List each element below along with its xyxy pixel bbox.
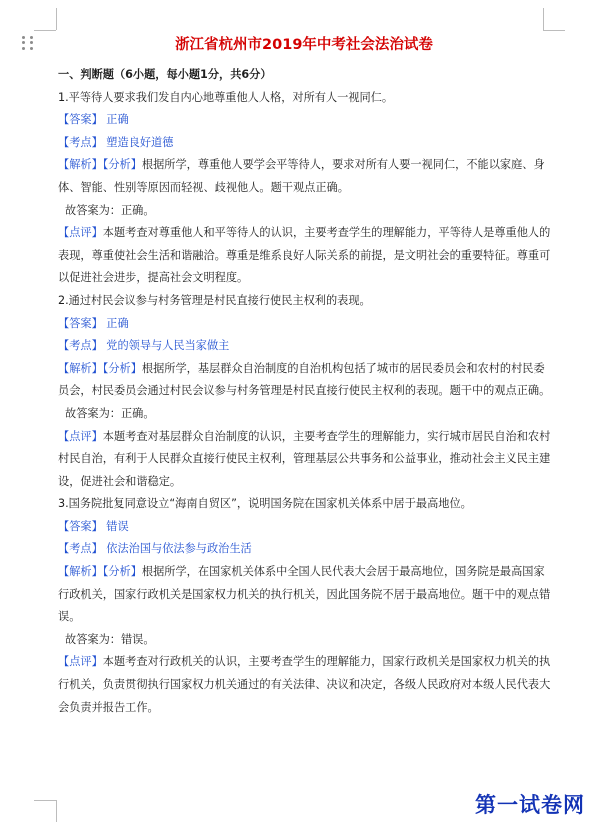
document-body <box>58 34 550 719</box>
question-1-conclusion: 故答案为：正确。 <box>65 203 155 217</box>
question-3-analysis-line: 行政机关，国家行政机关是国家权力机关的执行机关，因此国务院不居于最高地位。题干中的观点错 <box>58 587 550 601</box>
question-1-stem: 1.平等待人要求我们发自内心地尊重他人人格，对所有人一视同仁。 <box>58 90 394 104</box>
question-1-comment-line: 以促进社会进步，提高社会文明程度。 <box>58 271 249 285</box>
section-heading: 一、判断题（6小题，每小题1分，共6分） <box>58 68 272 81</box>
page-corner-mark <box>56 8 57 30</box>
label-tag: 【点评】 <box>58 429 103 443</box>
label-tag: 【解析】【分析】 <box>58 361 142 375</box>
question-3-comment-line: 【点评】本题考查对行政机关的认识，主要考查学生的理解能力，国家行政机关是国家权力机关的执 <box>58 655 550 669</box>
question-3-conclusion: 故答案为：错误。 <box>65 632 155 646</box>
question-1-comment-line: 【点评】本题考查对尊重他人和平等待人的认识，主要考查学生的理解能力，平等待人是尊重他人的 <box>58 226 550 240</box>
question-1-answer: 【答案】 正确 <box>58 113 129 127</box>
question-3-stem: 3.国务院批复同意设立“海南自贸区”，说明国务院在国家机关体系中居于最高地位。 <box>58 497 472 511</box>
question-3-answer: 【答案】 错误 <box>58 519 129 533</box>
question-3-comment-line: 行机关，负责贯彻执行国家权力机关通过的有关法律、决议和决定，各级人民政府对本级人民代表大 <box>58 678 550 692</box>
site-watermark-logo: 第一试卷网 <box>475 792 585 817</box>
question-3-analysis-line: 误。 <box>58 610 81 624</box>
page-corner-mark <box>543 30 565 31</box>
question-2-comment-line: 【点评】本题考查对基层群众自治制度的认识，主要考查学生的理解能力，实行城市居民自治和农村 <box>58 429 550 443</box>
page-corner-mark <box>34 800 56 801</box>
question-1-comment-line: 表现，尊重使社会生活和谐融洽。尊重是维系良好人际关系的前提，是文明社会的重要特征。尊重可 <box>58 248 550 262</box>
label-tag: 【点评】 <box>58 655 103 669</box>
question-2-analysis-line: 员会，村民委员会通过村民会议参与村务管理是村民直接行使民主权利的表现。题干中的观点正确。 <box>58 384 550 398</box>
question-1-analysis-line: 【解析】【分析】根据所学，尊重他人要学会平等待人，要求对所有人要一视同仁，不能以家庭、身 <box>58 158 545 172</box>
label-tag: 【解析】【分析】 <box>58 565 142 579</box>
question-2-answer: 【答案】 正确 <box>58 316 129 330</box>
page-corner-mark <box>56 800 57 822</box>
label-tag: 【点评】 <box>58 226 103 240</box>
question-2-comment-line: 村民自治，有利于人民群众直接行使民主权利，管理基层公共事务和公益事业，推动社会主义民主建 <box>58 452 550 466</box>
question-2-analysis-line: 【解析】【分析】根据所学，基层群众自治制度的自治机构包括了城市的居民委员会和农村的村民委 <box>58 361 545 375</box>
move-handle-icon[interactable] <box>22 36 34 50</box>
document-title: 浙江省杭州市2019年中考社会法治试卷 <box>175 37 433 53</box>
page-corner-mark <box>543 8 544 30</box>
question-3-point: 【考点】 依法治国与依法参与政治生活 <box>58 542 252 556</box>
question-2-point: 【考点】 党的领导与人民当家做主 <box>58 339 230 353</box>
page-corner-mark <box>34 30 56 31</box>
label-tag: 【解析】【分析】 <box>58 158 142 172</box>
question-1-point: 【考点】 塑造良好道德 <box>58 135 174 149</box>
question-2-comment-line: 设，促进社会和谐稳定。 <box>58 474 182 488</box>
question-2-conclusion: 故答案为：正确。 <box>65 406 155 420</box>
question-1-analysis-line: 体、智能、性别等原因而轻视、歧视他人。题干观点正确。 <box>58 180 349 194</box>
question-3-analysis-line: 【解析】【分析】根据所学，在国家机关体系中全国人民代表大会居于最高地位，国务院是最高国家 <box>58 565 545 579</box>
question-2-stem: 2.通过村民会议参与村务管理是村民直接行使民主权利的表现。 <box>58 293 371 307</box>
question-3-comment-line: 会负责并报告工作。 <box>58 700 159 714</box>
